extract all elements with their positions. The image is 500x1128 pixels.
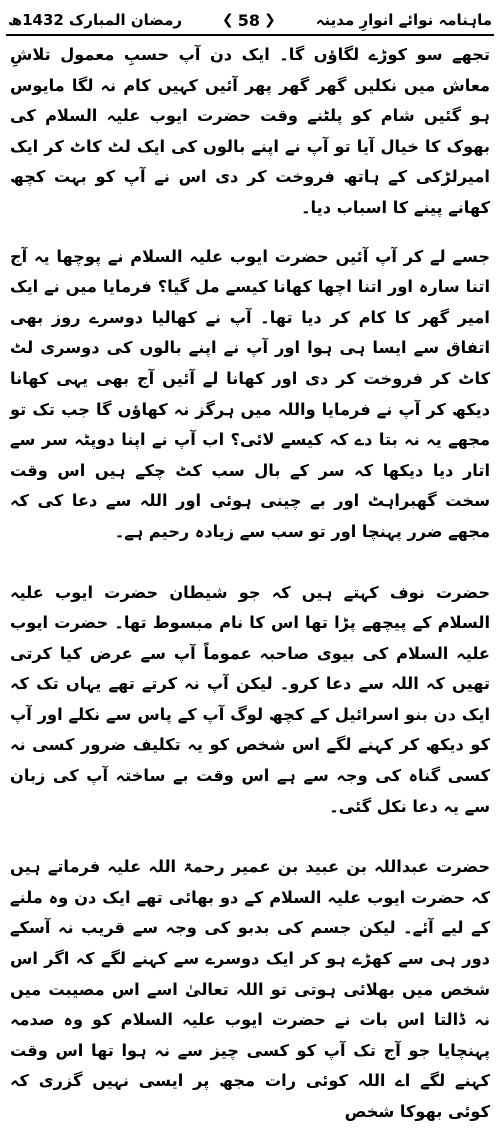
header-divider bbox=[6, 34, 494, 36]
issue-date: رمضان المبارک 1432ھ bbox=[8, 11, 182, 29]
ornament-icon: ❯ bbox=[222, 12, 234, 28]
paragraph: جسے لے کر آپ آئیں حضرت ایوب علیہ السلام نے پوچھا یہ آج اتنا سارہ اور اتنا اچھا کھانا کیسے مل گیا؟ فرمایا میں نے ایک امیر گھر کا کام کر دیا تھا۔ آپ نے کھالیا دوسرے روز بھی اتفاق سے ایسا ہی ہوا اور آپ نے اپنے بالوں کی دوسری لٹ کاٹ کر فروخت کر دی اور کھانا لے آئیں آج بھی یہی کھانا دیکھ کر آپ نے فرمایا واللہ میں ہرگز نہ کھاؤں گا جب تک تو مجھے یہ نہ بتا دے کہ کیسے لائی؟ اب آپ نے اپنا دوپٹہ سر سے اتار دیا دیکھا کہ سر کے بال سب کٹ چکے ہیں اس وقت سخت گھبراہٹ اور بے چینی ہوئی اور اللہ سے دعا کی کہ مجھے ضرر پہنچا اور تو سب سے زیادہ رحیم ہے۔ bbox=[10, 246, 490, 541]
magazine-title: ماہنامہ نوائے انوارِ مدینہ bbox=[315, 11, 492, 29]
paragraph: تجھے سو کوڑے لگاؤں گا۔ ایک دن آپ حسبِ معمول تلاشِ معاش میں نکلیں گھر گھر پھر آئیں کہیں کام نہ لگا مایوس ہو گئیں شام کو پلٹنے وقت حضرت ایوب علیہ السلام کی بھوک کا خیال آیا تو آپ نے اپنے بالوں کی ایک لٹ کاٹ کر ایک امیرلڑکی کے ہاتھ فروخت کر دی اس نے آپ کو بہت کچھ کھانے پینے کا اسباب دیا۔ bbox=[10, 45, 490, 217]
article-body bbox=[10, 40, 490, 1121]
page-header bbox=[8, 6, 492, 34]
page-number-box bbox=[222, 11, 276, 30]
page-number: 58 bbox=[237, 10, 260, 30]
ornament-icon: ❮ bbox=[264, 12, 276, 28]
paragraph: حضرت نوف کہتے ہیں کہ جو شیطان حضرت ایوب علیہ السلام کے پیچھے پڑا تھا اس کا نام مبسوط تھا۔ حضرت ایوب علیہ السلام کی بیوی صاحبہ عموماً آپ سے عرض کیا کرتی تھیں کہ اللہ سے دعا کرو۔ لیکن آپ نہ کرتے تھے یہاں تک کہ ایک دن بنو اسرائیل کے کچھ لوگ آپ کے پاس سے نکلے اور آپ کو دیکھ کر کہنے لگے اس شخص کو یہ تکلیف ضرور کسی نہ کسی گناہ کی وجہ سے ہے اس وقت بے ساختہ آپ کی زبان سے یہ دعا نکل گئی۔ bbox=[10, 582, 490, 816]
paragraph: حضرت عبداللہ بن عبید بن عمیر رحمۃ اللہ علیہ فرماتے ہیں کہ حضرت ایوب علیہ السلام کے دو بھائی تھے ایک دن وہ ملنے کے لیے آئے۔ لیکن جسم کی بدبو کی وجہ سے قریب نہ آسکے دور ہی سے کھڑے ہو کر ایک دوسرے سے کہنے لگے کہ اگر اس شخص میں بھلائی ہوتی تو اللہ تعالیٰ اسے اس مصیبت میں نہ ڈالتا اس بات نے حضرت ایوب علیہ السلام کو وہ صدمہ پہنچایا جو آج تک آپ کو کسی چیز سے نہ ہوا تھا اس وقت کہنے لگے اے اللہ کوئی رات مجھ پر ایسی نہیں گزری کہ کوئی بھوکا شخص bbox=[10, 857, 490, 1121]
